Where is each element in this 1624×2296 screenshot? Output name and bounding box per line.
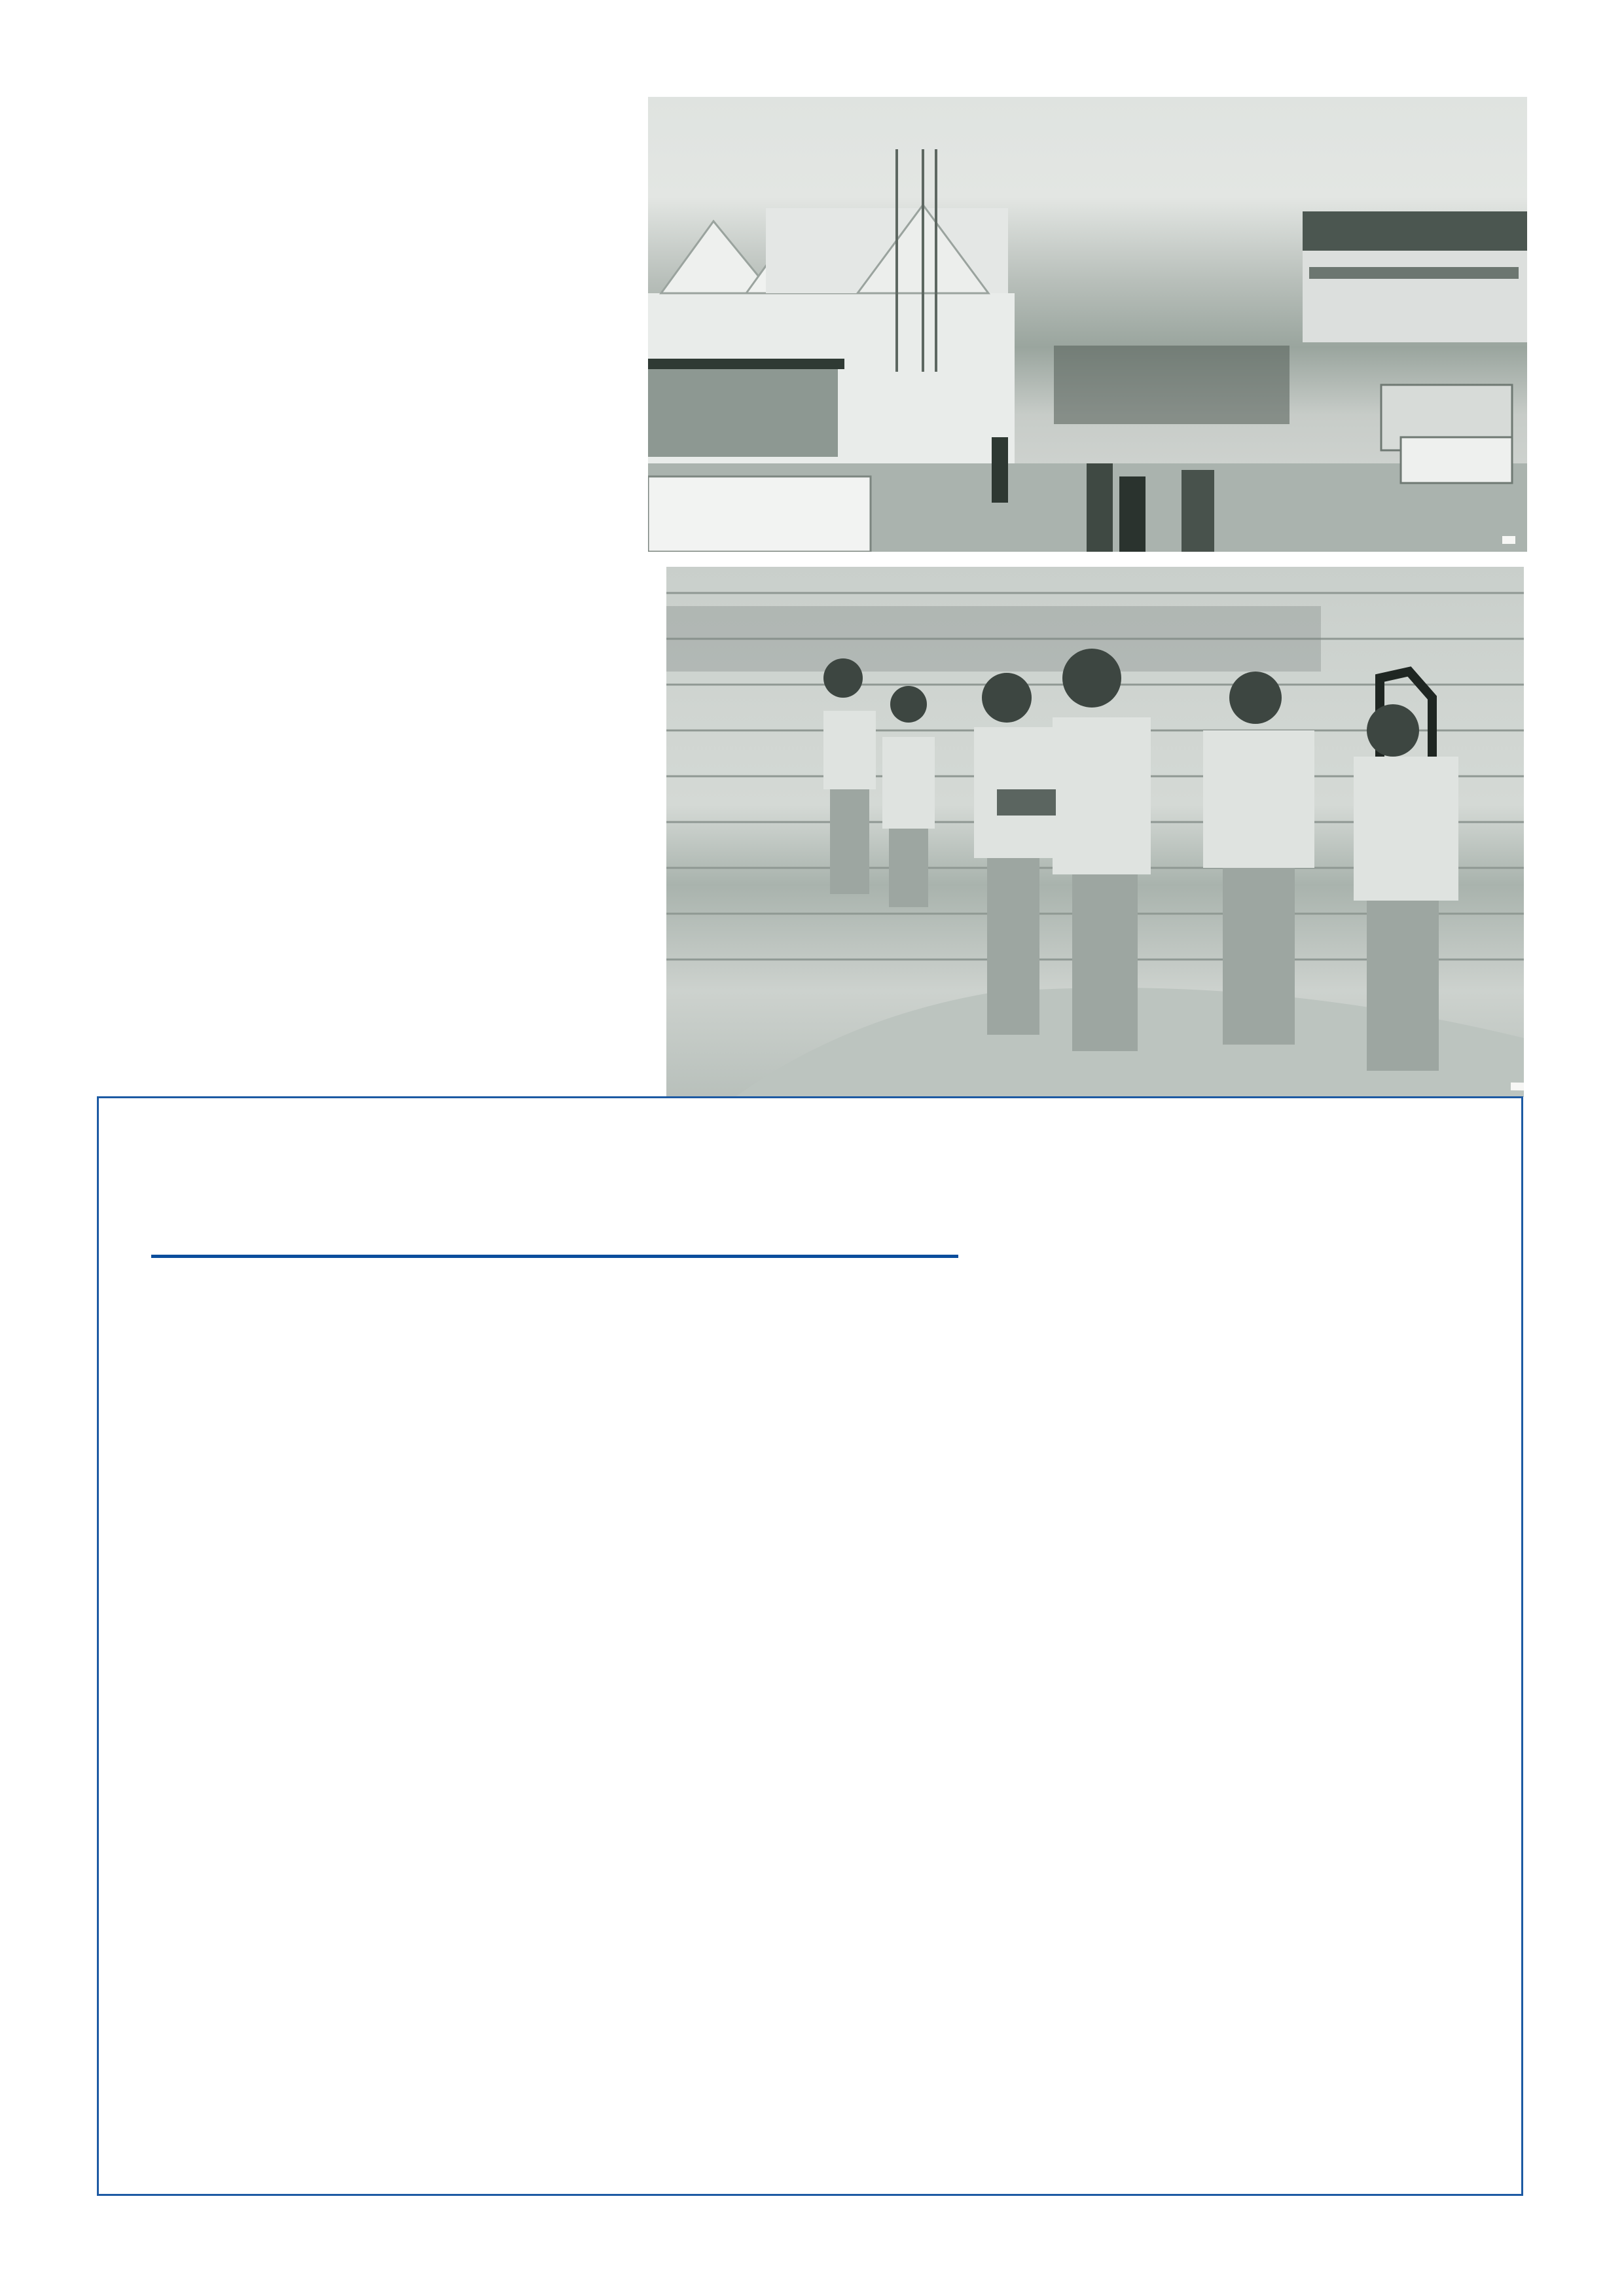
photo-caption [1502,536,1515,544]
museum-street-photo [648,97,1527,552]
children-scene-illustration [666,567,1524,1097]
bank-advertisement [97,1096,1523,2196]
photo-caption [1511,1083,1524,1090]
section1-divider [151,1255,958,1258]
street-scene-illustration [648,97,1527,552]
children-photo [666,567,1524,1097]
